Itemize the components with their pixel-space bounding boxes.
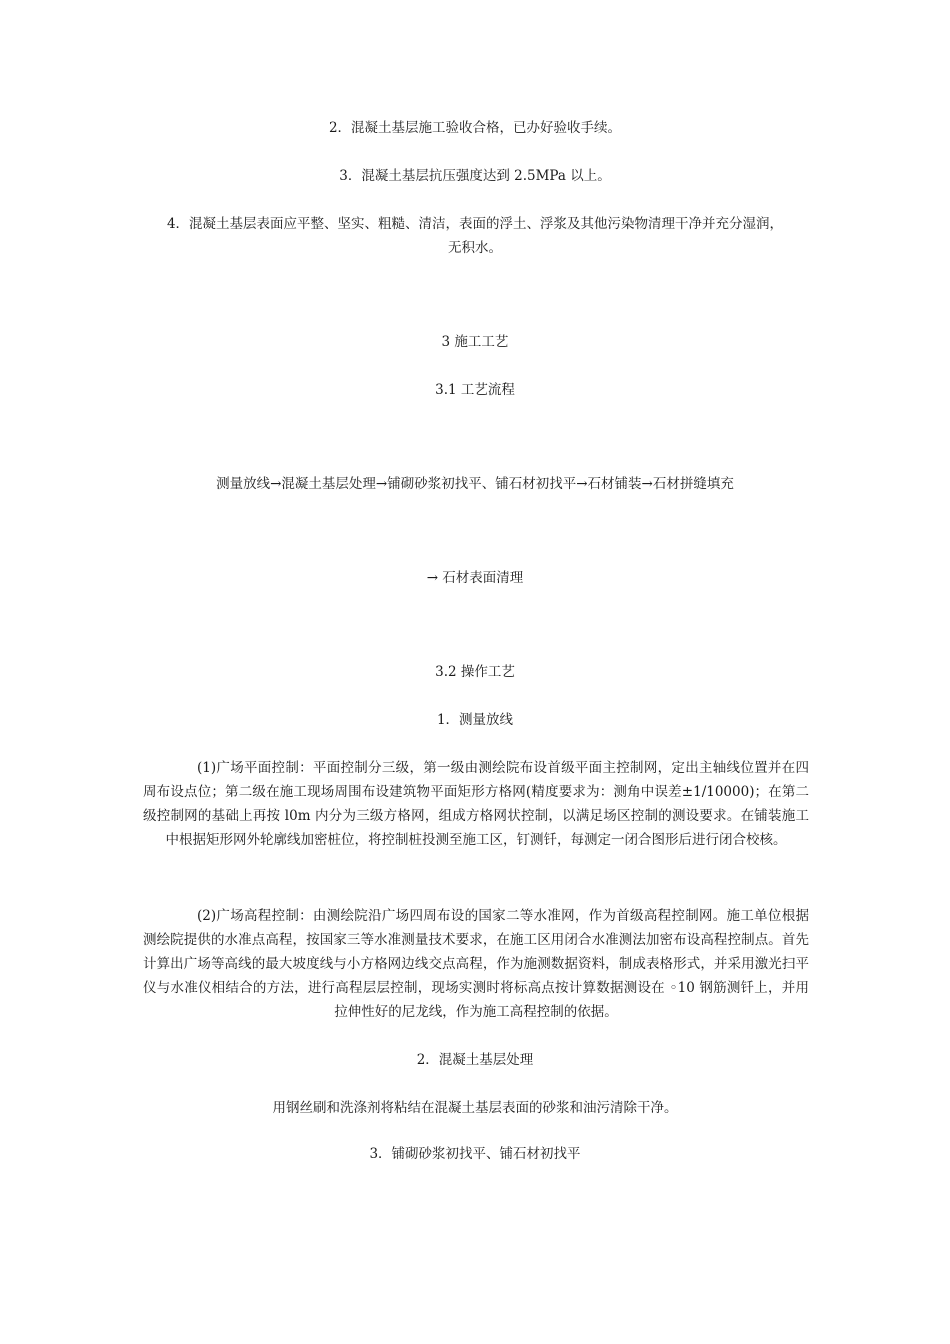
paragraph-elevation-control — [143, 904, 809, 1024]
paragraph-plane-control-text: (1)广场平面控制：平面控制分三级，第一级由测绘院布设首级平面主控制网，定出主轴线位置并在四周布设点位；第二级在施工现场周围布设建筑物平面矩形方格网(精度要求为：测角中误差±1/10000)；在第二级控制网的基础上再按 l0m 内分为三级方格网，组成方格网状控制，以满足场区控制的测设要求。在铺装施工中根据矩形网外轮廓线加密桩位，将控制桩投测至施工区，钉测钎，每测定一闭合图形后进行闭合校核。 — [143, 760, 809, 848]
section-heading-3-1: 3.1 工艺流程 — [435, 382, 515, 398]
condition-4-line2: 无积水。 — [448, 240, 502, 256]
item-heading-2: 2．混凝土基层处理 — [416, 1052, 534, 1068]
item-heading-1: 1．测量放线 — [436, 712, 514, 728]
paragraph-elevation-control-text: (2)广场高程控制：由测绘院沿广场四周布设的国家二等水准网，作为首级高程控制网。施工单位根据测绘院提供的水准点高程，按国家三等水准测量技术要求，在施工区用闭合水准测法加密布设高程控制点。首先计算出广场等高线的最大坡度线与小方格网边线交点高程，作为施测数据资料，制成表格形式，并采用激光扫平仪与水准仪相结合的方法，进行高程层层控制，现场实测时将标高点按计算数据测设在 ◦10 钢筋测钎上，并用拉伸性好的尼龙线，作为施工高程控制的依据。 — [143, 908, 809, 1020]
paragraph-plane-control — [143, 756, 809, 852]
condition-3: 3．混凝土基层抗压强度达到 2.5MPa 以上。 — [339, 168, 611, 184]
paragraph-base-treatment: 用钢丝刷和洗涤剂将粘结在混凝土基层表面的砂浆和油污清除干净。 — [272, 1100, 678, 1116]
process-flow-line1: 测量放线→混凝土基层处理→铺砌砂浆初找平、铺石材初找平→石材铺装→石材拼缝填充 — [216, 476, 734, 492]
item-heading-3: 3．铺砌砂浆初找平、铺石材初找平 — [369, 1146, 581, 1162]
section-heading-3-2: 3.2 操作工艺 — [435, 664, 515, 680]
condition-4-line1: 4．混凝土基层表面应平整、坚实、粗糙、清洁，表面的浮土、浮浆及其他污染物清理干净并充分湿润， — [166, 216, 784, 232]
section-heading-3: 3 施工工艺 — [441, 334, 509, 350]
process-flow-line2: → 石材表面清理 — [426, 570, 524, 586]
condition-2: 2．混凝土基层施工验收合格，已办好验收手续。 — [328, 120, 622, 136]
